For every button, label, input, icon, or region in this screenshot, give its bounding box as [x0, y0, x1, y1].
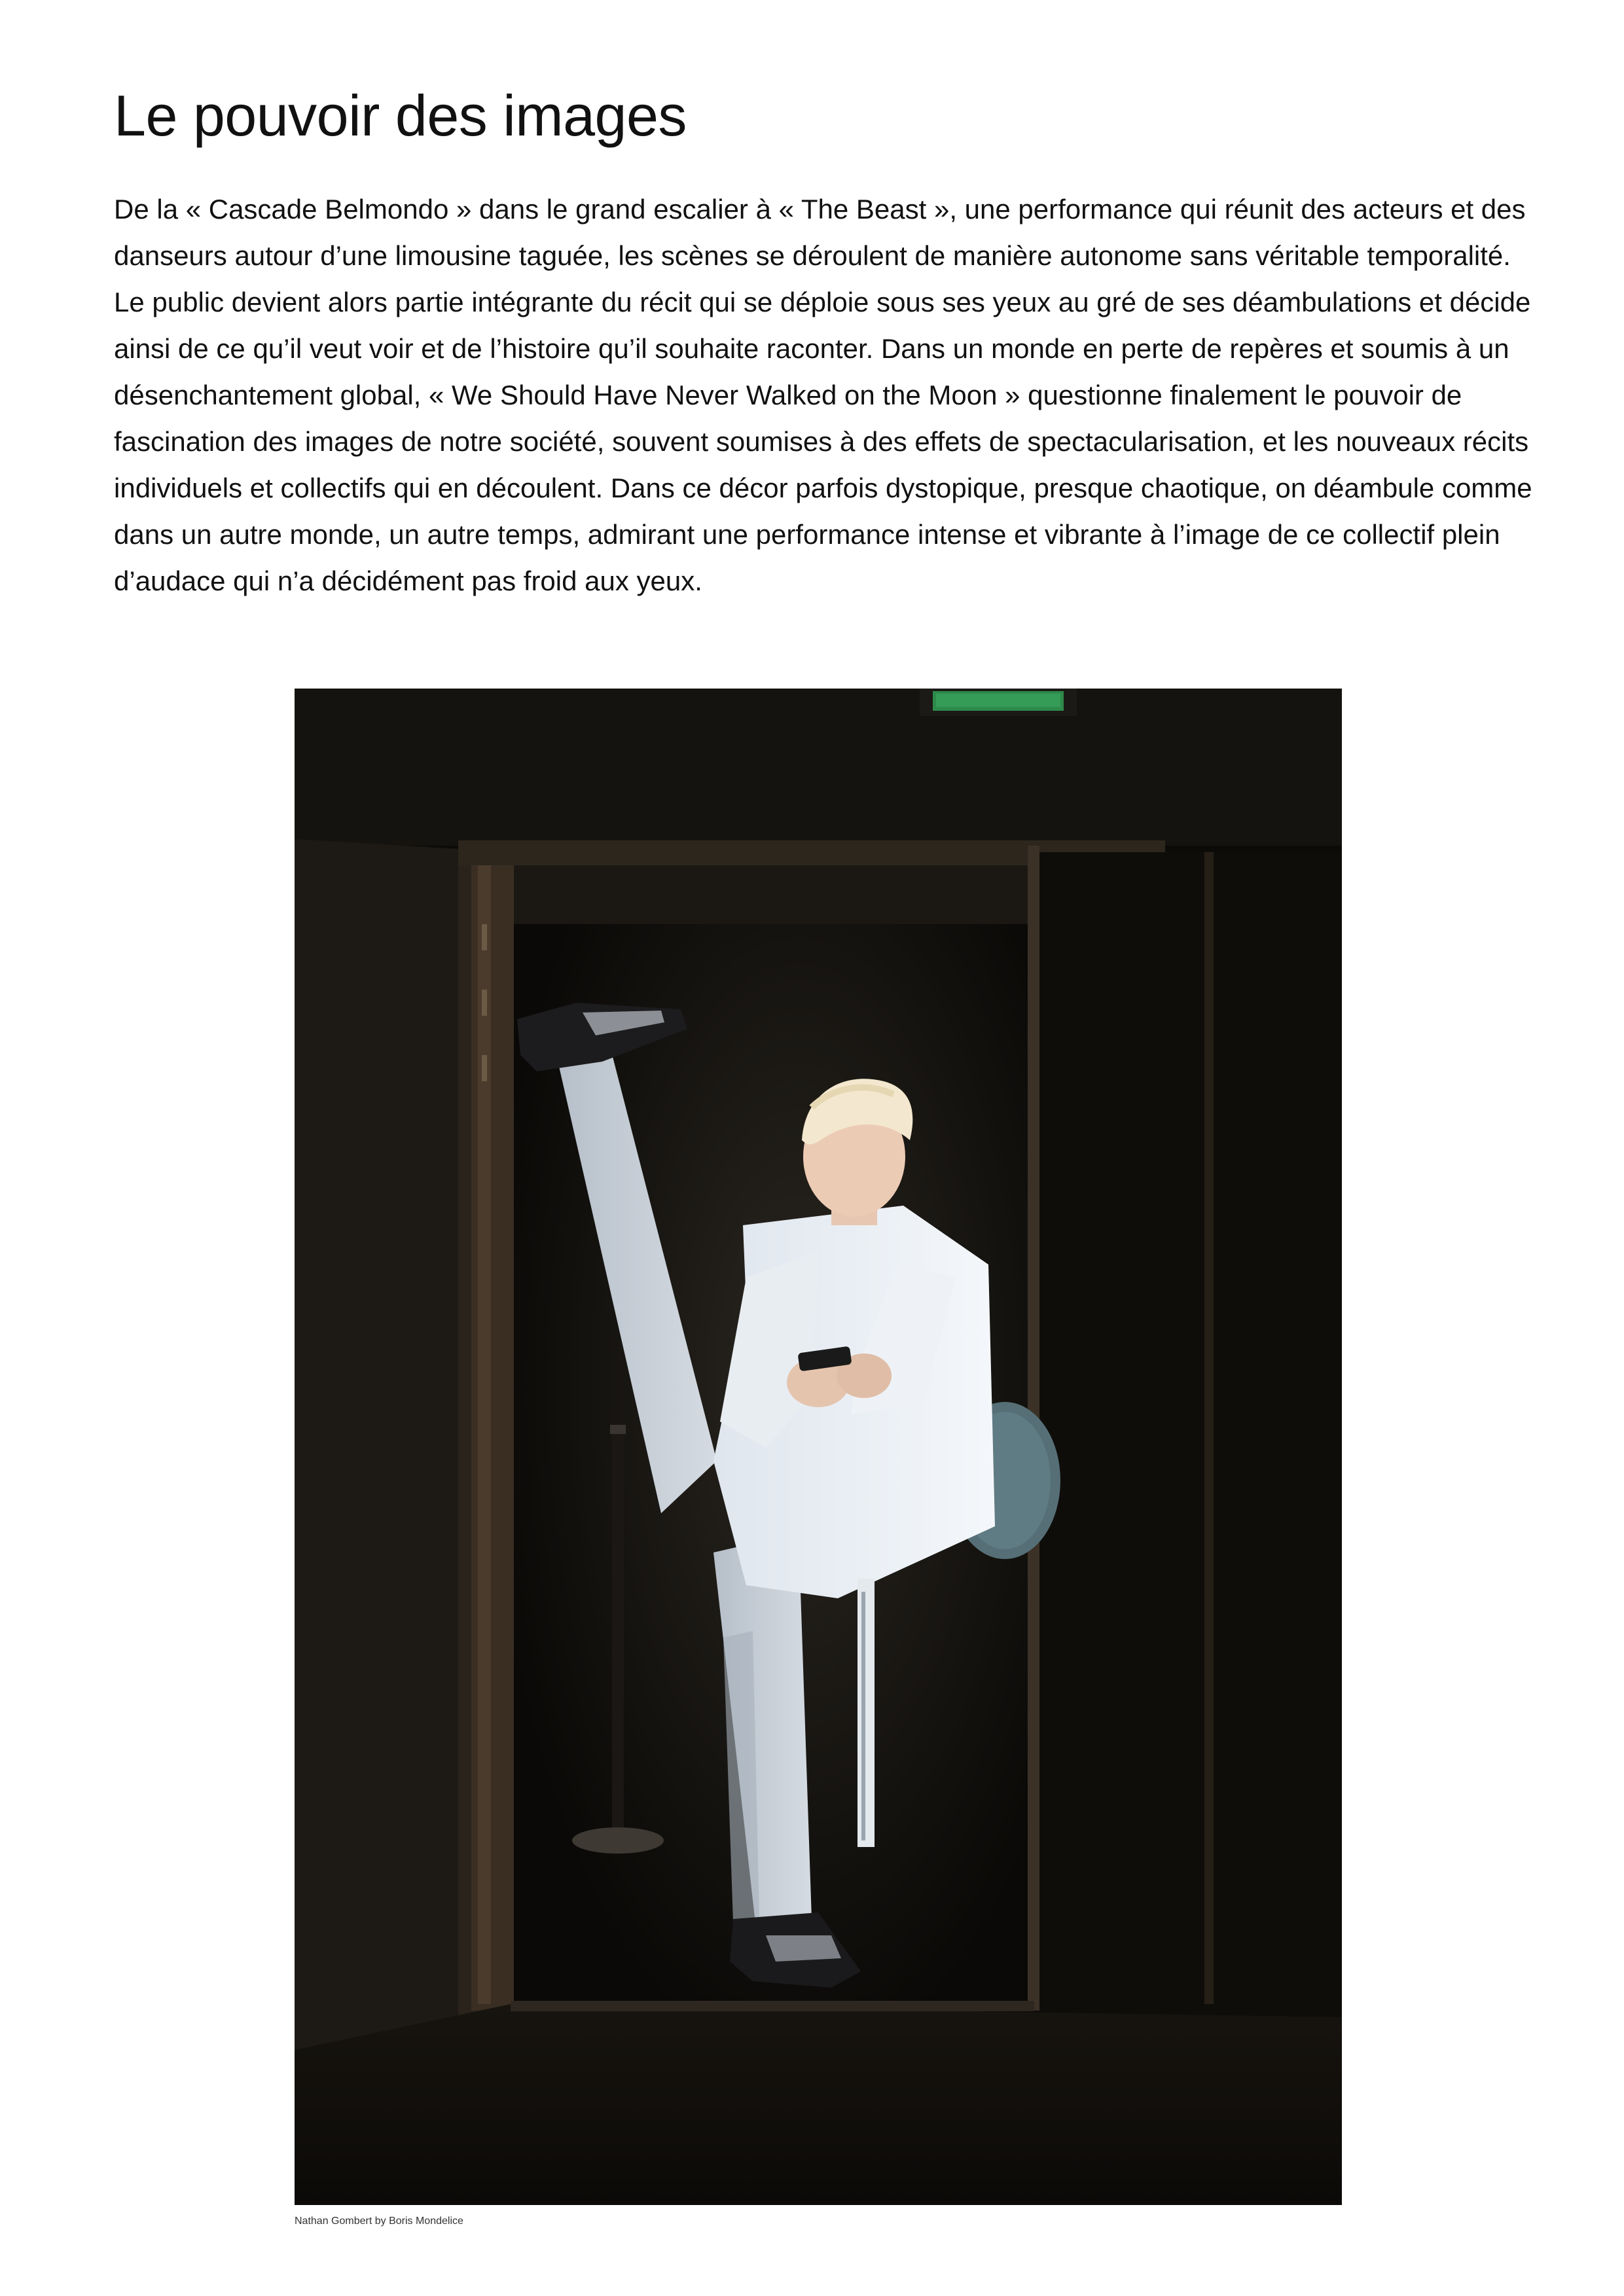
photo-caption: Nathan Gombert by Boris Mondelice — [295, 2215, 463, 2227]
section-title: Le pouvoir des images — [114, 83, 687, 148]
performer-photo — [295, 689, 1342, 2205]
body-paragraph: De la « Cascade Belmondo » dans le grand escalier à « The Beast », une performance qui réunit des acteurs et des danseurs autour d’une limousine taguée, les scènes se déroulent de manière autonome sans véritable temporalité. Le public devient alors partie intégrante du récit qui se déploie sous ses yeux au gré de ses déambulations et décide ainsi de ce qu’il veut voir et de l’histoire qu’il souhaite raconter. Dans un monde en perte de repères et soumis à un désenchantement global, « We Should Have Never Walked on the Moon » questionne finalement le pouvoir de fascination des images de notre société, souvent soumises à des effets de spectacularisation, et les nouveaux récits individuels et collectifs qui en découlent. Dans ce décor parfois dystopique, presque chaotique, on déambule comme dans un autre monde, un autre temps, admirant une performance intense et vibrante à l’image de ce collectif plein d’audace qui n’a décidément pas froid aux yeux. — [114, 194, 1532, 596]
performer-photo-illustration — [295, 689, 1342, 2205]
